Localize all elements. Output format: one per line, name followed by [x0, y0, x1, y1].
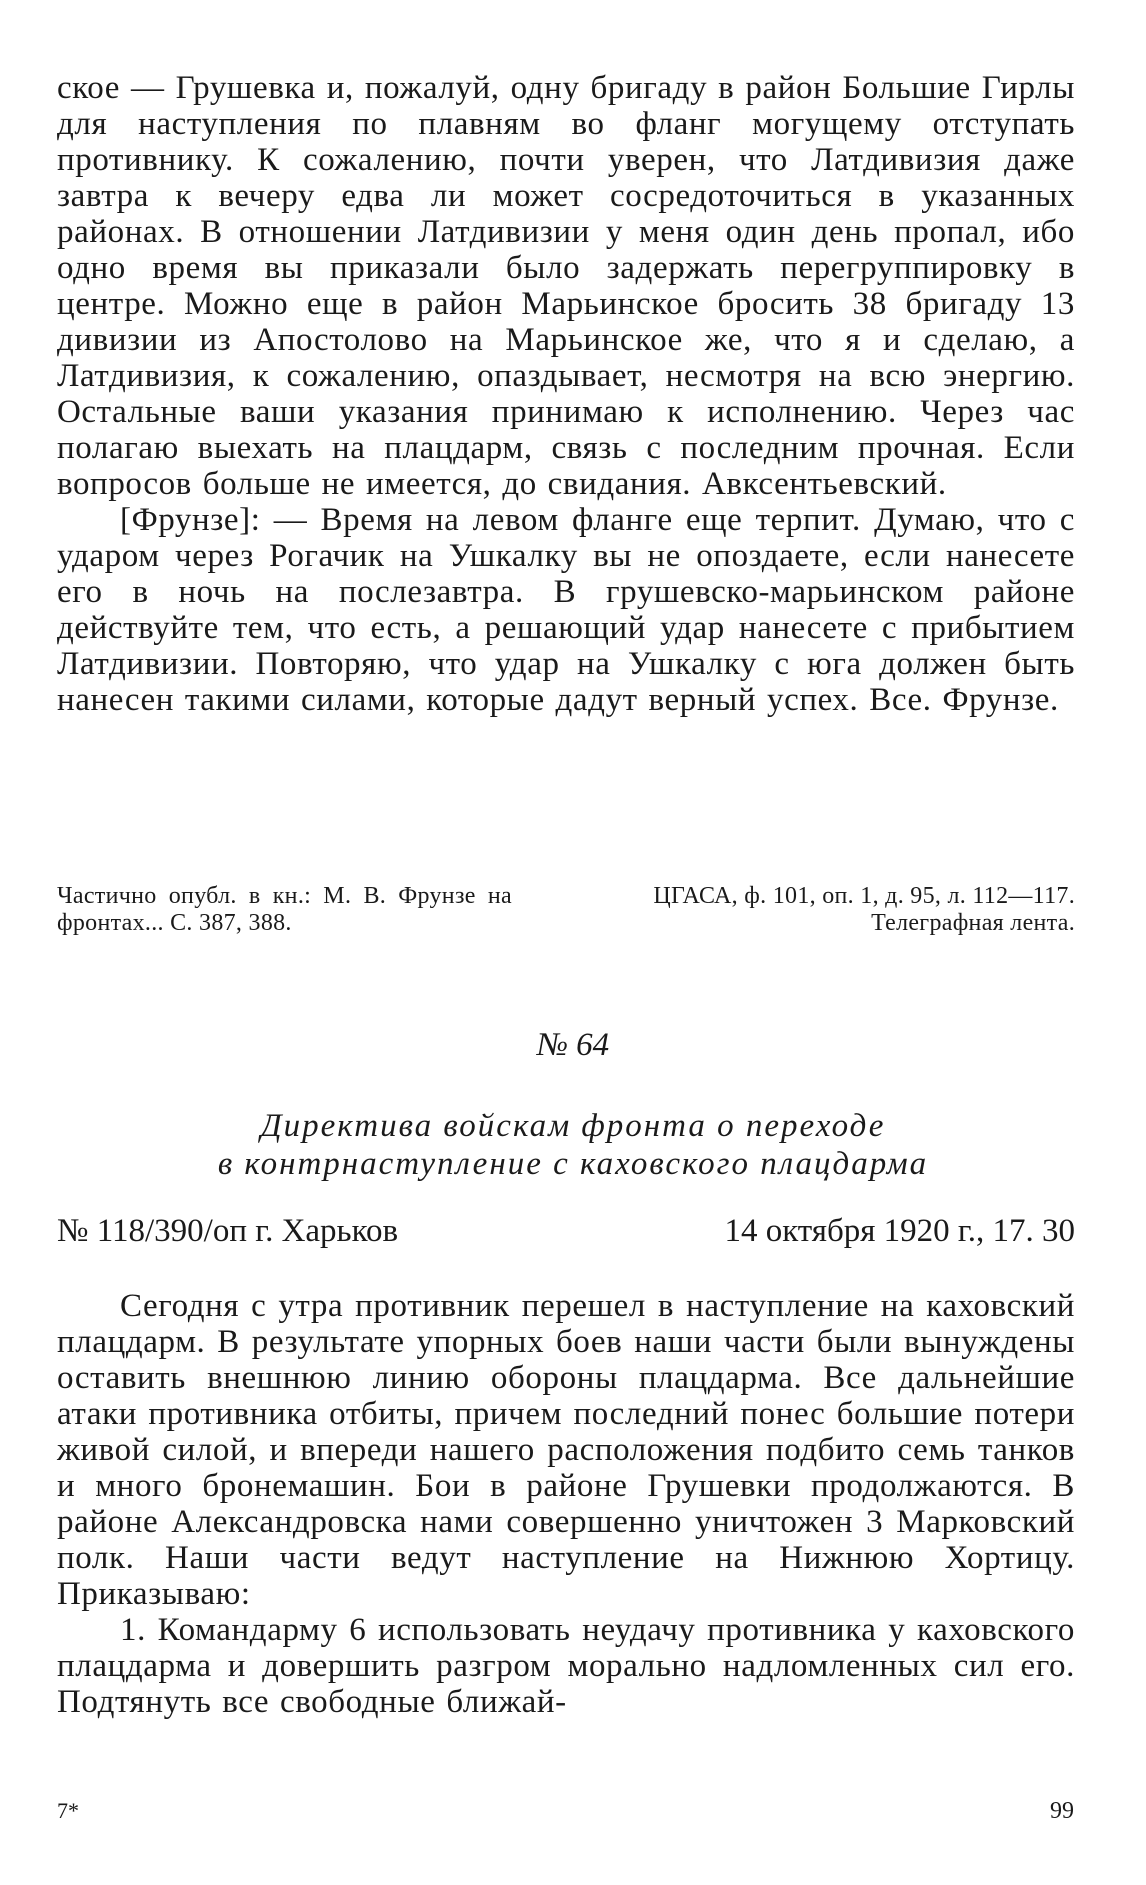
- document-title: [100, 1107, 1046, 1183]
- archive-reference: ЦГАСА, ф. 101, оп. 1, д. 95, л. 112—117. Телеграфная лента.: [653, 883, 1075, 936]
- directive-text: [57, 1288, 1075, 1720]
- document-title-line-1: Директива войскам фронта о переходе: [260, 1108, 886, 1144]
- document-number: № 64: [536, 1027, 610, 1063]
- document-meta: [57, 1213, 1075, 1250]
- frunze-reply-paragraph: [Фрунзе]: — Время на левом фланге еще терпит. Думаю, что с ударом через Рогачик на Ушкалку вы не опоздаете, если нанесете его в ночь на послезавтра. В грушевско-марьинском районе действуйте тем, что есть, а решающий удар нанесете с прибытием Латдивизии. Повторяю, что удар на Ушкалку с юга должен быть нанесен такими силами, которые дадут верный успех. Все. Фрунзе.: [57, 502, 1075, 718]
- directive-order-item-1: 1. Командарму 6 использовать неудачу противника у каховского плацдарма и довершить разгром морально надломленных сил его. Подтянуть все свободные ближай-: [57, 1612, 1075, 1720]
- directive-paragraph: Сегодня с утра противник перешел в наступление на каховский плацдарм. В результате упорных боев наши части были вынуждены оставить внешнюю линию обороны плацдарма. Все дальнейшие атаки противника отбиты, причем последний понес большие потери живой силой, и впереди нашего расположения подбито семь танков и много бронемашин. Бои в районе Грушевки продолжаются. В районе Александровска нами совершенно уничтожен 3 Марковский полк. Наши части ведут наступление на Нижнюю Хортицу. Приказываю:: [57, 1288, 1075, 1612]
- page-number: 99: [1050, 1798, 1074, 1824]
- document-title-line-2: в контрнаступление с каховского плацдарма: [217, 1146, 929, 1182]
- publication-note: Частично опубл. в кн.: М. В. Фрунзе на фронтах... С. 387, 388.: [57, 883, 512, 936]
- document-reference: № 118/390/оп г. Харьков: [57, 1213, 399, 1249]
- continued-paragraph: ское — Грушевка и, пожалуй, одну бригаду в район Большие Гирлы для наступления по плавням во фланг могущему отступать противнику. К сожалению, почти уверен, что Латдивизия даже завтра к вечеру едва ли может сосредоточиться в указанных районах. В отношении Латдивизии у меня один день пропал, ибо одно время вы приказали было задержать перегруппировку в центре. Можно еще в район Марьинское бросить 38 бригаду 13 дивизии из Апостолово на Марьинское же, что я и сделаю, а Латдивизия, к сожалению, опаздывает, несмотря на всю энергию. Остальные ваши указания принимаю к исполнению. Через час полагаю выехать на плацдарм, связь с последним прочная. Если вопросов больше не имеется, до свидания. Авксентьевский.: [57, 70, 1075, 502]
- continued-text: [57, 70, 1075, 718]
- document-date: 14 октября 1920 г., 17. 30: [724, 1213, 1075, 1249]
- signature-mark: 7*: [57, 1798, 79, 1823]
